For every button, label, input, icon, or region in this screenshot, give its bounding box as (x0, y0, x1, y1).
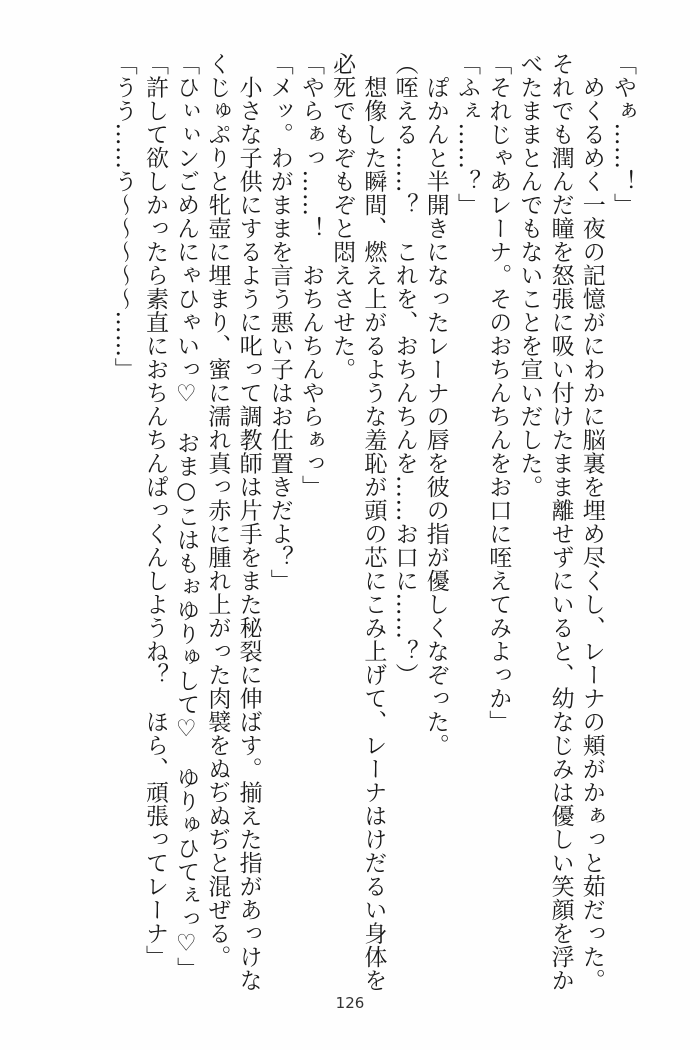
text-line-15: 「ひぃぃンごめんにゃひゃいっ♡ おま○こはもぉゆりゅして♡ ゆりゅひてぇっ♡」 (173, 52, 200, 981)
text-line-2: めくるめく一夜の記憶がにわかに脳裏を埋め尽くし、レーナの頬がかぁっと茹だった。 (578, 52, 605, 992)
page-number: 126 (335, 994, 365, 1012)
text-line-8: （咥える……？ これを、おちんちんを……お口に……？） (391, 52, 418, 687)
text-line-11: 「やらぁっ……！ おちんちんやらぁっ」 (297, 52, 324, 499)
text-line-12: 「メッ。わがままを言う悪い子はお仕置きだよ？」 (266, 52, 293, 593)
text-line-17: 「うう……う～～～～～……」 (110, 52, 137, 381)
text-line-13: 小さな子供にするように叱って調教師は片手をまた秘裂に伸ばす。揃えた指があっけな (235, 52, 262, 992)
vertical-text-block (108, 52, 638, 992)
text-line-4: べたままとんでもないことを宣いだした。 (516, 52, 543, 499)
text-line-9: 想像した瞬間、燃え上がるような羞恥が頭の芯にこみ上げて、レーナはけだるい身体を (360, 52, 387, 992)
text-line-7: ぽかんと半開きになったレーナの唇を彼の指が優しくなぞった。 (422, 52, 449, 757)
text-line-14: くじゅぷりと牝壺に埋まり、蜜に濡れ真っ赤に腫れ上がった肉襞をぬぢぬぢと混ぜる。 (204, 52, 231, 969)
text-line-5: 「それじゃあレーナ。そのおちんちんをお口に咥えてみよっか」 (485, 52, 512, 734)
text-line-6: 「ふぇ……？」 (453, 52, 480, 217)
text-line-10: 必死でもぞもぞと悶えさせた。 (329, 52, 356, 381)
text-line-1: 「やぁ……！」 (610, 52, 636, 217)
text-line-16: 「許して欲しかったら素直におちんちんぱっくんしようね？ ほら、頑張ってレーナ」 (141, 52, 168, 969)
text-line-3: それでも潤んだ瞳を怒張に吸い付けたまま離せずにいると、幼なじみは優しい笑顔を浮か (547, 52, 574, 992)
